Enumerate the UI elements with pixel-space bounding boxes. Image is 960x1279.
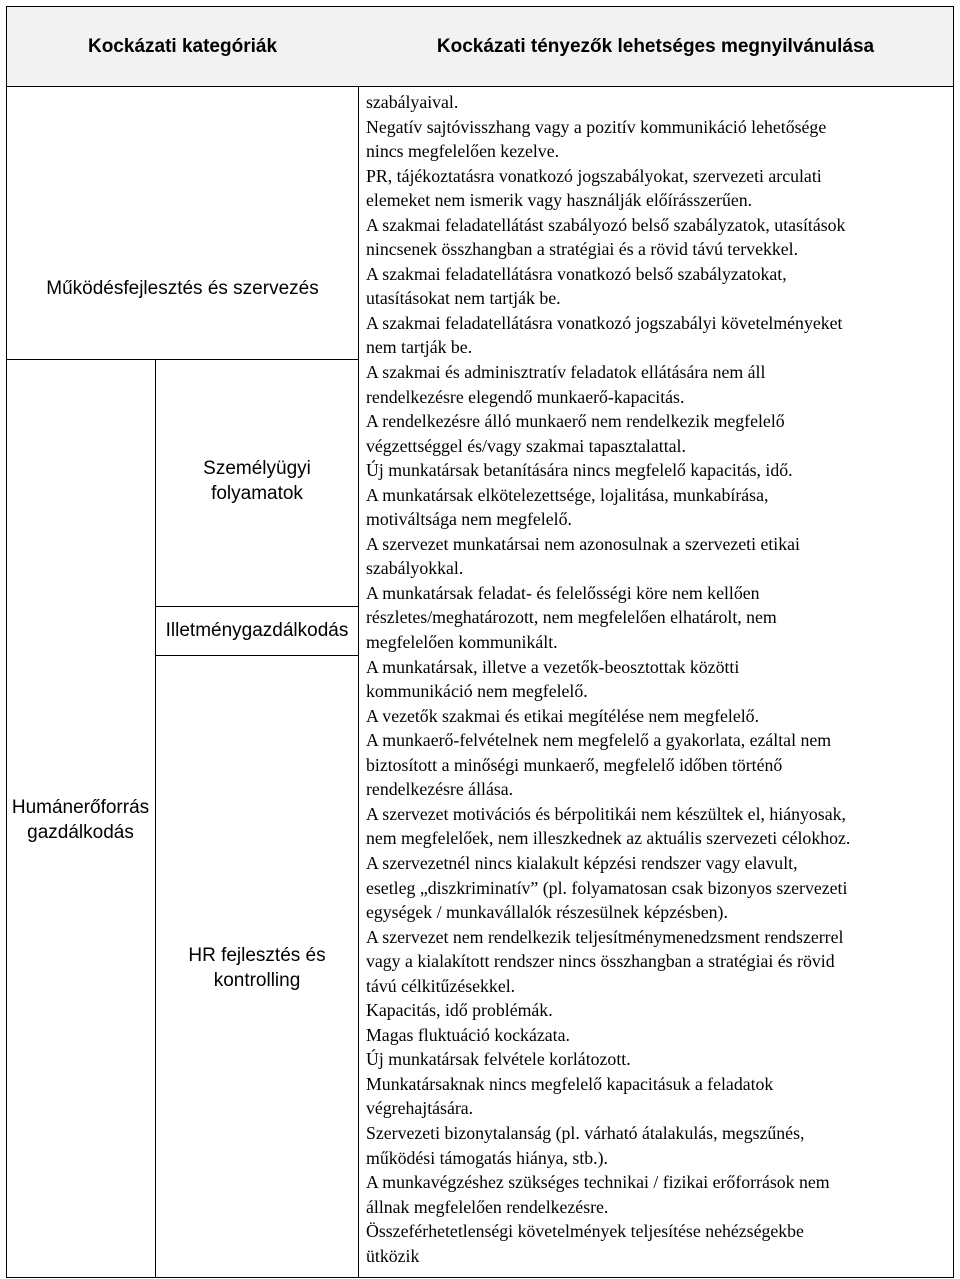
row-divider-mukodes	[6, 359, 359, 360]
risk-factor-line: motiváltsága nem megfelelő.	[366, 509, 572, 530]
risk-factor-line: nincs megfelelően kezelve.	[366, 141, 560, 162]
risk-factor-line: kommunikáció nem megfelelő.	[366, 681, 588, 702]
risk-factor-line: Összeférhetetlenségi követelmények teljesítése nehézségekbe	[366, 1221, 804, 1242]
category-humaneroforras-line1: Humánerőforrás	[11, 797, 150, 818]
risk-factor-line: ütközik	[366, 1245, 420, 1266]
category-hr-line2: kontrolling	[213, 970, 301, 991]
header-risk-factors	[358, 6, 954, 87]
risk-factor-line: A vezetők szakmai és etikai megítélése nem megfelelő.	[366, 705, 760, 726]
category-hr	[155, 943, 359, 993]
risk-factor-line: megfelelően kommunikált.	[366, 632, 558, 653]
risk-factor-line: szabályaival.	[366, 92, 459, 112]
risk-factor-line: A munkavégzéshez szükséges technikai / fizikai erőforrások nem	[366, 1172, 830, 1193]
table-left-border	[6, 86, 7, 1278]
risk-factor-line: szabályokkal.	[366, 558, 464, 579]
risk-factor-line: nem tartják be.	[366, 337, 473, 358]
risk-factor-line: vagy a kialakított rendszer nincs összhangban a stratégiai és rövid	[366, 951, 835, 972]
risk-factor-line: Szervezeti bizonytalanság (pl. várható átalakulás, megszűnés,	[366, 1122, 805, 1143]
risk-factor-line: A szakmai feladatellátásra vonatkozó belső szabályzatokat,	[366, 263, 787, 284]
category-hr-line1: HR fejlesztés és	[188, 945, 326, 966]
risk-factor-line: állnak megfelelően rendelkezésre.	[366, 1196, 609, 1217]
risk-factor-line: végrehajtására.	[366, 1098, 474, 1119]
risk-factor-line: Munkatársaknak nincs megfelelő kapacitásuk a feladatok	[366, 1073, 774, 1094]
risk-factor-line: Negatív sajtóvisszhang vagy a pozitív kommunikáció lehetősége	[366, 116, 827, 137]
table-bottom-border	[6, 1277, 954, 1278]
risk-factor-line: A munkatársak, illetve a vezetők-beosztottak közötti	[366, 656, 740, 677]
risk-factor-line: A munkatársak elkötelezettsége, lojalitása, munkabírása,	[366, 484, 769, 505]
category-mukodesfejlesztes	[6, 276, 359, 301]
risk-factor-line: esetleg „diszkriminatív” (pl. folyamatosan csak bizonyos szervezeti	[366, 877, 848, 898]
category-szemelyugyi-line2: folyamatok	[211, 483, 303, 504]
risk-factor-line: utasításokat nem tartják be.	[366, 288, 561, 309]
category-illetmeny	[155, 618, 359, 643]
category-humaneroforras-line2: gazdálkodás	[27, 822, 134, 843]
risk-factor-line: A szervezet nem rendelkezik teljesítménymenedzsment rendszerrel	[366, 926, 844, 947]
column-divider	[358, 86, 359, 1278]
category-szemelyugyi	[155, 456, 359, 506]
risk-factor-line: nem megfelelőek, nem illeszkednek az aktuális szervezeti célokhoz.	[366, 828, 851, 849]
risk-factor-line: működési támogatás hiánya, stb.).	[366, 1147, 608, 1168]
risk-factor-line: A szervezet munkatársai nem azonosulnak a szervezeti etikai	[366, 533, 800, 554]
risk-factor-line: nincsenek összhangban a stratégiai és a rövid távú tervekkel.	[366, 239, 799, 260]
risk-factor-line: A munkatársak feladat- és felelősségi köre nem kellően	[366, 582, 760, 603]
category-mukodesfejlesztes-label: Működésfejlesztés és szervezés	[46, 278, 319, 299]
risk-factor-list	[366, 90, 954, 1268]
risk-factor-line: A szervezet motivációs és bérpolitikái nem készültek el, hiányosak,	[366, 803, 846, 824]
risk-factor-line: Új munkatársak betanítására nincs megfelelő kapacitás, idő.	[366, 460, 793, 481]
risk-factor-line: rendelkezésre állása.	[366, 779, 514, 800]
risk-factor-line: A szakmai és adminisztratív feladatok ellátására nem áll	[366, 362, 766, 383]
risk-factor-line: Új munkatársak felvétele korlátozott.	[366, 1049, 631, 1070]
category-illetmeny-label: Illetménygazdálkodás	[165, 620, 349, 641]
header-category	[6, 6, 359, 87]
risk-factor-line: A rendelkezésre álló munkaerő nem rendelkezik megfelelő	[366, 411, 785, 432]
category-humaneroforras	[6, 795, 155, 845]
risk-factor-line: Kapacitás, idő problémák.	[366, 1000, 553, 1021]
risk-factor-line: A munkaerő-felvételnek nem megfelelő a gyakorlata, ezáltal nem	[366, 730, 832, 751]
risk-factor-line: Magas fluktuáció kockázata.	[366, 1024, 570, 1045]
risk-factor-line: távú célkitűzésekkel.	[366, 975, 516, 996]
row-divider-illetmeny	[155, 655, 359, 656]
risk-factor-line: biztosított a minőségi munkaerő, megfelelő időben történő	[366, 754, 783, 775]
risk-factor-line: rendelkezésre elegendő munkaerő-kapacitás.	[366, 386, 685, 407]
category-szemelyugyi-line1: Személyügyi	[203, 458, 311, 479]
risk-factor-line: elemeket nem ismerik vagy használják előírásszerűen.	[366, 190, 753, 211]
risk-factor-line: A szervezetnél nincs kialakult képzési rendszer vagy elavult,	[366, 852, 798, 873]
header-risk-factors-label: Kockázati tényezők lehetséges megnyilvánulása	[436, 35, 875, 57]
risk-factor-line: A szakmai feladatellátást szabályozó belső szabályzatok, utasítások	[366, 214, 846, 235]
risk-factor-line: végzettséggel és/vagy szakmai tapasztalattal.	[366, 435, 686, 456]
row-divider-szemelyugyi	[155, 606, 359, 607]
risk-factor-line: A szakmai feladatellátásra vonatkozó jogszabályi követelményeket	[366, 312, 843, 333]
header-category-label: Kockázati kategóriák	[87, 35, 278, 57]
risk-factor-line: egységek / munkavállalók részesülnek képzésben).	[366, 902, 728, 923]
risk-factor-line: PR, tájékoztatásra vonatkozó jogszabályokat, szervezeti arculati	[366, 165, 822, 186]
risk-factor-line: részletes/meghatározott, nem megfelelően elhatárolt, nem	[366, 607, 777, 628]
